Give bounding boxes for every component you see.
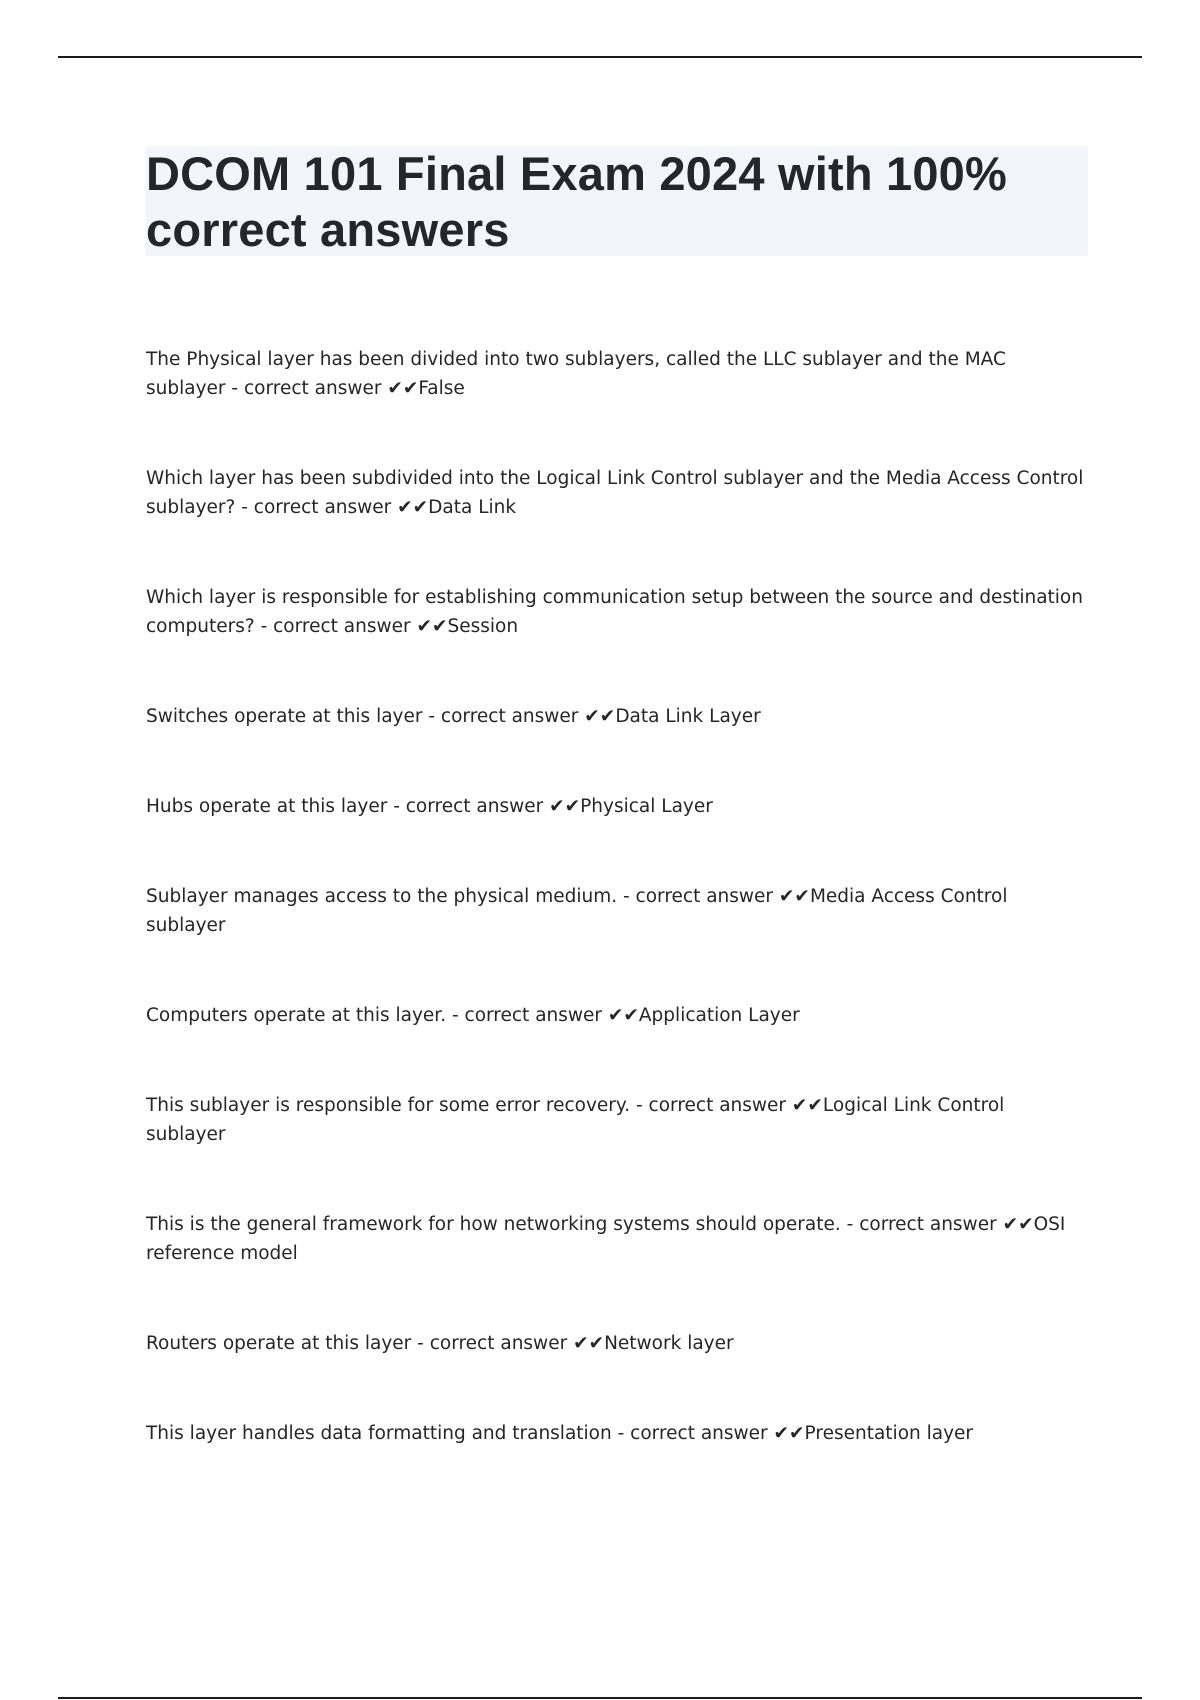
answer-separator: - correct answer <box>446 1005 608 1026</box>
question-text: Routers operate at this layer <box>146 1333 412 1354</box>
question-text: This sublayer is responsible for some error recovery. <box>146 1095 631 1116</box>
double-check-icon: ✔✔ <box>778 886 810 907</box>
double-check-icon: ✔✔ <box>573 1333 605 1354</box>
question-text: Sublayer manages access to the physical medium. <box>146 886 618 907</box>
double-check-icon: ✔✔ <box>387 378 419 399</box>
qa-item <box>146 1210 1086 1268</box>
answer-text: Data Link Layer <box>615 706 761 727</box>
answer-text: False <box>418 378 465 399</box>
question-text: Which layer is responsible for establishing communication setup between the source and destination computers? <box>146 587 1083 637</box>
top-rule <box>58 56 1142 58</box>
answer-separator: - correct answer <box>411 1333 574 1354</box>
answer-text: OSI reference model <box>146 1214 1066 1264</box>
double-check-icon: ✔✔ <box>1002 1214 1034 1235</box>
qa-item <box>146 702 1086 731</box>
answer-separator: - correct answer <box>235 497 398 518</box>
qa-item <box>146 583 1086 641</box>
answer-text: Application Layer <box>638 1005 800 1026</box>
double-check-icon: ✔✔ <box>397 497 429 518</box>
double-check-icon: ✔✔ <box>549 796 581 817</box>
answer-text: Logical Link Control sublayer <box>146 1095 1005 1145</box>
question-text: Which layer has been subdivided into the Logical Link Control sublayer and the Media Access Control sublayer? <box>146 468 1084 518</box>
double-check-icon: ✔✔ <box>773 1423 805 1444</box>
qa-item <box>146 464 1086 522</box>
qa-item <box>146 1091 1086 1149</box>
answer-text: Session <box>447 616 519 637</box>
question-text: This is the general framework for how networking systems should operate. <box>146 1214 841 1235</box>
bottom-rule <box>58 1697 1142 1699</box>
question-text: Hubs operate at this layer <box>146 796 388 817</box>
qa-list <box>146 345 1086 1509</box>
double-check-icon: ✔✔ <box>607 1005 639 1026</box>
answer-separator: - correct answer <box>254 616 417 637</box>
qa-item <box>146 345 1086 403</box>
answer-text: Data Link <box>428 497 517 518</box>
title-banner <box>146 146 1088 256</box>
answer-separator: - correct answer <box>225 378 388 399</box>
answer-text: Network layer <box>604 1333 734 1354</box>
question-text: Computers operate at this layer. <box>146 1005 447 1026</box>
double-check-icon: ✔✔ <box>416 616 448 637</box>
question-text: Switches operate at this layer <box>146 706 423 727</box>
qa-item <box>146 1329 1086 1358</box>
page-title: DCOM 101 Final Exam 2024 with 100% correct answers <box>146 147 1007 256</box>
answer-text: Media Access Control sublayer <box>146 886 1008 936</box>
answer-separator: - correct answer <box>422 706 585 727</box>
question-text: The Physical layer has been divided into two sublayers, called the LLC sublayer and the MAC sublayer <box>146 349 1006 399</box>
answer-text: Physical Layer <box>580 796 713 817</box>
qa-item <box>146 792 1086 821</box>
answer-separator: - correct answer <box>617 886 779 907</box>
answer-separator: - correct answer <box>611 1423 774 1444</box>
question-text: This layer handles data formatting and translation <box>146 1423 612 1444</box>
double-check-icon: ✔✔ <box>791 1095 823 1116</box>
qa-item <box>146 1419 1086 1448</box>
answer-separator: - correct answer <box>840 1214 1003 1235</box>
qa-item <box>146 882 1086 940</box>
answer-text: Presentation layer <box>804 1423 974 1444</box>
answer-separator: - correct answer <box>630 1095 792 1116</box>
qa-item <box>146 1001 1086 1030</box>
answer-separator: - correct answer <box>387 796 550 817</box>
double-check-icon: ✔✔ <box>584 706 616 727</box>
